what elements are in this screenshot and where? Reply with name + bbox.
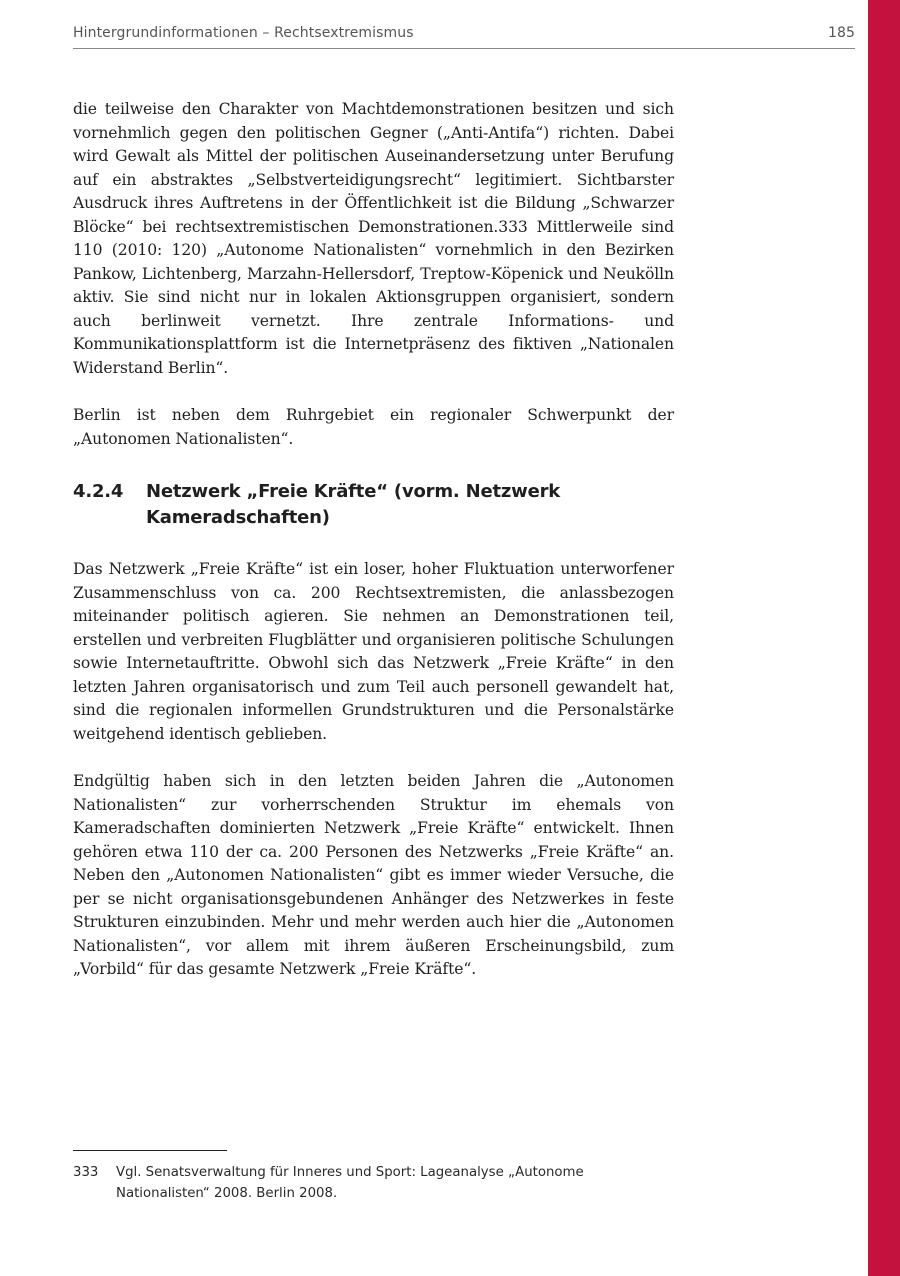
red-margin-bar — [868, 0, 900, 1276]
paragraph-3: Das Netzwerk „Freie Kräfte“ ist ein loser, hoher Fluktuation unterworfener Zusammenschluss von ca. 200 Rechtsextremisten, die anlassbezogen miteinander politisch agieren. Sie nehmen an Demonstrationen teil, erstellen und verbreiten Flugblätter und organisieren politische Schulungen sowie Internetauftritte. Obwohl sich das Netzwerk „Freie Kräfte“ in den letzten Jahren organisatorisch und zum Teil auch personell gewandelt hat, sind die regionalen informellen Grundstrukturen und die Personalstärke weitgehend identisch geblieben. — [73, 560, 674, 743]
paragraph-4: Endgültig haben sich in den letzten beiden Jahren die „Autonomen Nationalisten“ zur vorherrschenden Struktur im ehemals von Kameradschaften dominierten Netzwerk „Freie Kräfte“ entwickelt. Ihnen gehören etwa 110 der ca. 200 Personen des Netzwerks „Freie Kräfte“ an. Neben den „Autonomen Nationalisten“ gibt es immer wieder Versuche, die per se nicht organisationsgebundenen Anhänger des Netzwerkes in feste Strukturen einzubinden. Mehr und mehr werden auch hier die „Autonomen Nationalisten“, vor allem mit ihrem äußeren Erscheinungsbild, zum „Vorbild“ für das gesamte Netzwerk „Freie Kräfte“. — [73, 772, 674, 978]
footnote — [73, 1162, 674, 1204]
section-title: Netzwerk „Freie Kräfte“ (vorm. Netzwerk Kameradschaften) — [146, 481, 561, 528]
footnote-text: Vgl. Senatsverwaltung für Inneres und Sport: Lageanalyse „Autonome Nationalisten“ 2008. Berlin 2008. — [116, 1165, 584, 1201]
section-number: 4.2.4 — [73, 481, 124, 502]
section-heading — [73, 479, 674, 531]
page-number: 185 — [827, 25, 855, 41]
footnote-marker: 333 — [73, 1165, 99, 1180]
paragraph-2: Berlin ist neben dem Ruhrgebiet ein regionaler Schwerpunkt der „Autonomen Nationalisten“. — [73, 406, 674, 448]
paragraph-1: die teilweise den Charakter von Machtdemonstrationen besitzen und sich vornehmlich gegen den politischen Gegner („Anti-Antifa“) richten. Dabei wird Gewalt als Mittel der politischen Auseinandersetzung unter Berufung auf ein abstraktes „Selbstverteidigungsrecht“ legitimiert. Sichtbarster Ausdruck ihres Auftretens in der Öffentlichkeit ist die Bildung „Schwarzer Blöcke“ bei rechtsextremistischen Demonstrationen.333 Mittlerweile sind 110 (2010: 120) „Autonome Nationalisten“ vornehmlich in den Bezirken Pankow, Lichtenberg, Marzahn-Hellersdorf, Treptow-Köpenick und Neukölln aktiv. Sie sind nicht nur in lokalen Aktionsgruppen organisiert, sondern auch berlinweit vernetzt. Ihre zentrale Informations- und Kommunikationsplattform ist die Internetpräsenz des fiktiven „Nationalen Widerstand Berlin“. — [73, 100, 674, 377]
running-header — [73, 24, 855, 49]
main-text — [73, 98, 674, 982]
running-header-title: Hintergrundinformationen – Rechtsextremismus — [73, 25, 414, 41]
footnote-divider — [73, 1150, 227, 1151]
